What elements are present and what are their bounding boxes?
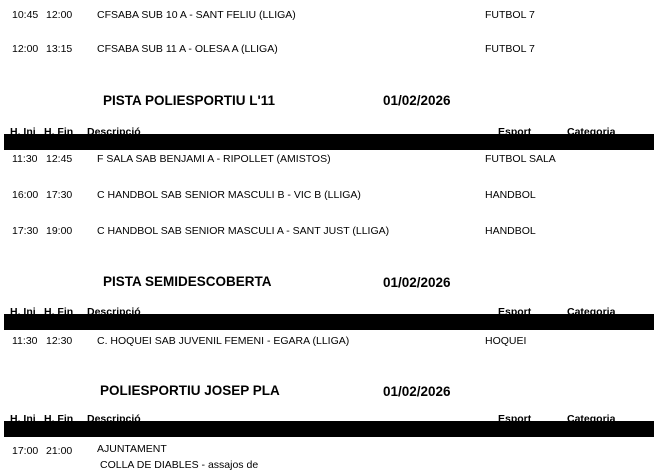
end-time: 12:30 [46,335,73,347]
start-time: 11:30 [12,335,38,347]
header-h-ini: H. Ini [10,126,36,138]
start-time: 11:30 [12,153,38,165]
end-time: 12:45 [46,153,73,165]
column-header [0,126,665,152]
description: C HANDBOL SAB SENIOR MASCULI B - VIC B (LLIGA) [97,189,361,201]
end-time: 17:30 [46,189,73,201]
header-descripcio: Descripció [87,306,141,318]
column-header [0,306,665,332]
header-descripcio: Descripció [87,126,141,138]
sport: FUTBOL SALA [485,153,556,165]
header-h-fin: H. Fin [44,413,74,425]
schedule-row [0,443,665,473]
schedule-row [0,43,665,61]
description: CFSABA SUB 10 A - SANT FELIU (LLIGA) [97,9,296,21]
sport: HOQUEI [485,335,527,347]
section-title: POLIESPORTIU JOSEP PLA [100,383,280,398]
header-descripcio: Descripció [87,413,141,425]
section-date: 01/02/2026 [383,93,451,108]
header-esport: Esport [498,306,532,318]
header-h-ini: H. Ini [10,413,36,425]
column-header [0,413,665,439]
header-esport: Esport [498,126,532,138]
schedule-row [0,153,665,171]
description: AJUNTAMENT [97,443,167,455]
section-date: 01/02/2026 [383,275,451,290]
schedule-row [0,335,665,353]
start-time: 12:00 [12,43,39,55]
end-time: 19:00 [46,225,73,237]
end-time: 13:15 [46,43,73,55]
sport: FUTBOL 7 [485,9,535,21]
schedule-row [0,9,665,27]
section-title: PISTA POLIESPORTIU L'11 [103,93,275,108]
start-time: 10:45 [12,9,39,21]
header-h-fin: H. Fin [44,306,74,318]
description: CFSABA SUB 11 A - OLESA A (LLIGA) [97,43,278,55]
sport: HANDBOL [485,225,536,237]
section-date: 01/02/2026 [383,384,451,399]
description: C. HOQUEI SAB JUVENIL FEMENI - EGARA (LLIGA) [97,335,350,347]
start-time: 17:30 [12,225,39,237]
sport: FUTBOL 7 [485,43,535,55]
header-esport: Esport [498,413,532,425]
description: C HANDBOL SAB SENIOR MASCULI A - SANT JUST (LLIGA) [97,225,390,237]
end-time: 21:00 [46,445,73,457]
start-time: 16:00 [12,189,39,201]
description-line-2: COLLA DE DIABLES - assajos de [100,459,259,471]
description: F SALA SAB BENJAMI A - RIPOLLET (AMISTOS) [97,153,331,165]
header-categoria: Categoria [567,126,616,138]
schedule-row [0,225,665,243]
end-time: 12:00 [46,9,73,21]
header-h-fin: H. Fin [44,126,74,138]
header-categoria: Categoria [567,413,616,425]
start-time: 17:00 [12,445,39,457]
sport: HANDBOL [485,189,536,201]
schedule-row [0,189,665,207]
header-h-ini: H. Ini [10,306,36,318]
header-categoria: Categoria [567,306,616,318]
section-title: PISTA SEMIDESCOBERTA [103,274,272,289]
